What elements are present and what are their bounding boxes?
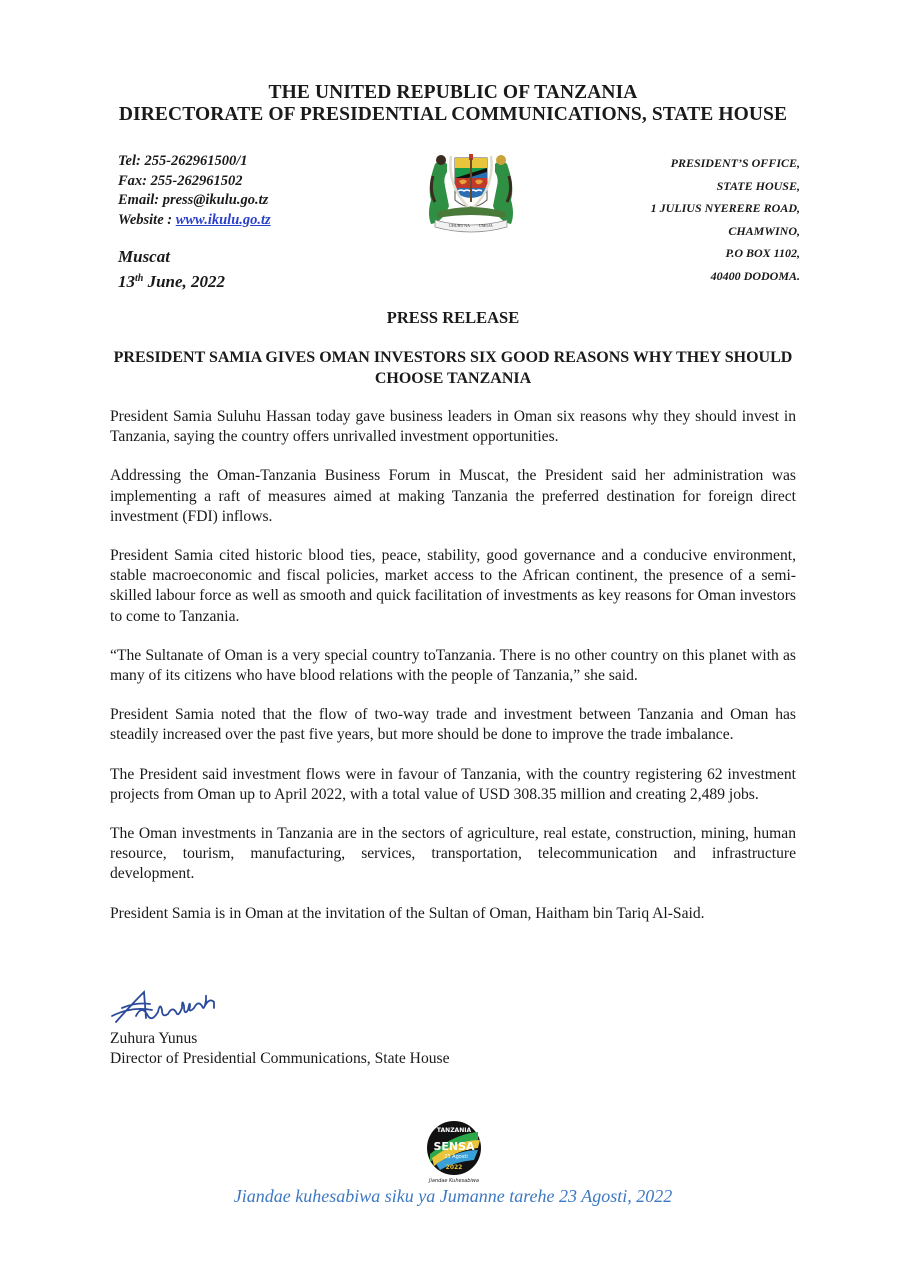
crest-motto-left: UHURU NA xyxy=(449,223,470,228)
city: Muscat xyxy=(118,247,170,266)
coat-of-arms-icon xyxy=(421,146,521,236)
census-footer: Jiandae kuhesabiwa siku ya Jumanne tarehe 23 Agosti, 2022 xyxy=(233,1186,673,1206)
date-suffix: th xyxy=(135,273,144,284)
release-date xyxy=(118,268,225,293)
paragraph: The President said investment flows were in favour of Tanzania, with the country registering 62 investment projects from Oman up to April 2022, with a total value of USD 308.35 million and creating 2,489 jobs. xyxy=(110,765,796,803)
address-line: P.O BOX 1102, xyxy=(725,246,800,260)
signatory-name: Zuhura Yunus xyxy=(110,1030,198,1047)
address-line: PRESIDENT’S OFFICE, xyxy=(670,156,800,170)
paragraph: “The Sultanate of Oman is a very special country toTanzania. There is no other country on this planet with as many of its citizens who have blood relations with the people of Tanzania,” she said. xyxy=(110,646,796,685)
header-directorate: DIRECTORATE OF PRESIDENTIAL COMMUNICATIONS, STATE HOUSE xyxy=(118,104,788,125)
handwritten-signature xyxy=(108,986,238,1030)
sensa-bottom: Jiandae Kuhesabiwa xyxy=(429,1178,479,1184)
sensa-main: SENSA xyxy=(433,1140,475,1153)
paragraph: President Samia noted that the flow of two-way trade and investment between Tanzania and Oman has steadily increased over the past five years, but more should be done to improve the trade imbalance. xyxy=(110,706,796,744)
contact-block xyxy=(118,152,271,230)
signatory xyxy=(110,1029,450,1069)
office-address xyxy=(651,152,800,287)
address-line: 1 JULIUS NYERERE ROAD, xyxy=(650,201,800,215)
press-release-label: PRESS RELEASE xyxy=(386,308,520,327)
sensa-logo-icon xyxy=(420,1118,488,1186)
paragraph: President Samia cited historic blood ties, peace, stability, good governance and a conducive environment, stable macroeconomic and fiscal policies, market access to the African continent, the presence of a semi-skilled labour force as well as smooth and quick facilitation of investments as key reasons for Oman investors to come to Tanzania. xyxy=(110,547,796,625)
address-line: 40400 DODOMA. xyxy=(710,268,800,283)
signatory-title: Director of Presidential Communications, State House xyxy=(110,1050,450,1067)
date-rest: June, 2022 xyxy=(143,272,226,291)
website-label: Website : xyxy=(118,211,176,228)
paragraph: President Samia is in Oman at the invitation of the Sultan of Oman, Haitham bin Tariq Al-Said. xyxy=(110,904,705,922)
website-link[interactable]: www.ikulu.go.tz xyxy=(175,211,271,228)
address-line: CHAMWINO, xyxy=(728,223,800,238)
paragraph: Addressing the Oman-Tanzania Business Forum in Muscat, the President said her administration was implementing a raft of measures aimed at making Tanzania the preferred destination for foreign direct investment (FDI) inflows. xyxy=(110,467,796,525)
date-day: 13 xyxy=(118,272,135,291)
article-body xyxy=(110,407,796,943)
header-republic: THE UNITED REPUBLIC OF TANZANIA xyxy=(268,82,638,103)
contact-email: Email: press@ikulu.go.tz xyxy=(118,192,269,208)
sensa-top: TANZANIA xyxy=(436,1127,472,1134)
place-date xyxy=(118,246,225,293)
sensa-date: 23 Agosti xyxy=(444,1154,468,1160)
contact-website xyxy=(118,211,271,231)
contact-fax: Fax: 255-262961502 xyxy=(118,172,243,189)
paragraph: The Oman investments in Tanzania are in the sectors of agriculture, real estate, construction, mining, human resource, tourism, manufacturing, services, transportation, telecommunication and infrastructure development. xyxy=(110,825,796,883)
crest-motto-right: UMOJA xyxy=(479,223,493,228)
paragraph: President Samia Suluhu Hassan today gave business leaders in Oman six reasons why they should invest in Tanzania, saying the country offers unrivalled investment opportunities. xyxy=(110,408,796,446)
contact-tel: Tel: 255-262961500/1 xyxy=(118,153,248,169)
address-line: STATE HOUSE, xyxy=(716,178,800,193)
headline: PRESIDENT SAMIA GIVES OMAN INVESTORS SIX GOOD REASONS WHY THEY SHOULD CHOOSE TANZANIA xyxy=(113,349,793,387)
sensa-year: 2022 xyxy=(445,1164,463,1171)
